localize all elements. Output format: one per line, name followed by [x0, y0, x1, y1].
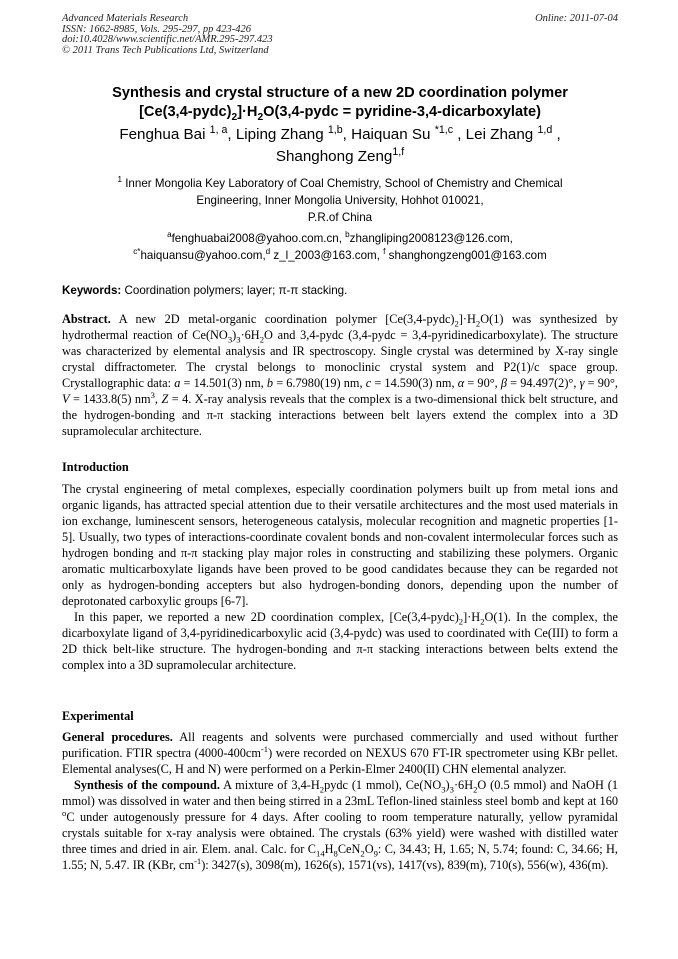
title-line-2: $[Ce(3,4-pydc)_2]\cdot H_2O(3,4$-pydc = pyridine-3,4-dicarboxylate) [139, 104, 541, 123]
doi-line: doi:10.4028/www.scientific.net/AMR.295-297.423 [62, 34, 273, 45]
author-line-1: Fenghua Bai $^{1, a}$, Liping Zhang $^{1,b}$, Haiquan Su $^{*1,c}$ , Lei Zhang $^{1,d}$ , [119, 123, 561, 143]
email-link[interactable]: haiquansu@yahoo.com, [140, 249, 266, 262]
abstract-label: Abstract. [62, 312, 111, 326]
email-link[interactable]: zhangliping2008123@126.com, [349, 232, 513, 245]
introduction-body [62, 481, 618, 673]
email-link[interactable]: fenghuabai2008@yahoo.com.cn, [171, 232, 346, 245]
paragraph: General procedures. All reagents and solvents were purchased commercially and used without further purification. FTIR spectra $(4000-400cm^{-1})$ were recorded on NEXUS 670 FT-IR spectrometer using KBr pellet. Elemental analyses(C, H and N) were performed on a Perkin-Elmer 2400(II) CHN elemental analyzer. [62, 730, 618, 776]
experimental-body [62, 729, 618, 873]
introduction-heading: Introduction [62, 460, 129, 474]
abstract: Abstract. A new 2D metal-organic coordination polymer $[Ce(3,4-pydc)_2]\cdot H_2O(1)$ was synthesized by hydrothermal reaction of $Ce(NO_3)_3\cdot 6H_2O$ and 3,4-pydc (3,4-pydc = 3,4-pyridinedicarboxylate). The structure was characterized by elemental analysis and IR spectroscopy. Single crystal was determined by X-ray single crystal diffractometer. The crystal belongs to monoclinic crystal system and P2(1)/c space group. Crystallographic data: a = 14.501(3) nm, b = 6.7980(19) nm, c = 14.590(3) nm, α = 90°, β = 94.497(2)°, γ = 90°, V = 1433.8(5) $nm^3$, Z = 4. X-ray analysis reveals that the complex is a two-dimensional thick belt structure, and the hydrogen-bonding and π-π stacking interactions between belt layers extend the complex into a 3D supramolecular architecture. [62, 312, 619, 438]
keywords-label: Keywords: [62, 284, 122, 297]
title-line-1: Synthesis and crystal structure of a new 2D coordination polymer [112, 85, 568, 101]
copyright-line: © 2011 Trans Tech Publications Ltd, Switzerland [62, 44, 269, 56]
experimental-heading: Experimental [62, 709, 134, 723]
email-link[interactable]: z_l_2003@163.com, [270, 249, 384, 262]
issn-line: ISSN: 1662-8985, Vols. 295-297, pp 423-426 [62, 23, 251, 35]
paragraph: In this paper, we reported a new 2D coordination complex, $[Ce(3,4-pydc)_2]\cdot H_2O(1)$. In the complex, the dicarboxylate ligand of 3,4-pyridinedicarboxylic acid (3,4-pydc) was used to coordinated with Ce(III) to form a 2D thick belt-like structure. The hydrogen-bonding and π-π stacking interactions between belts extend the complex into a 3D supramolecular architecture. [62, 610, 618, 672]
journal-name: Advanced Materials Research [62, 13, 189, 24]
keywords-text: Coordination polymers; layer; π-π stacking. [121, 284, 348, 297]
paragraph: Synthesis of the compound. A mixture of $3,4-H_2pydc$ (1 mmol), $Ce(NO_3)_3\cdot 6H_2O$ (0.5 mmol) and NaOH (1 mmol) was dissolved in water and then being stirred in a 23mL Teflon-lined stainless steel bomb and kept at 160 $^o$C under autogenously pressure for 4 days. After cooling to room temperature naturally, yellow pyramidal crystals suitable for x-ray analysis were obtained. The crystals (63% yield) were washed with distilled water three times and dried in air. Elem. anal. Calc. for $C_{14}H_8CeN_2O_9$: C, 34.43; H, 1.65; N, 5.74; found: C, 34.66; H, 1.55; N, 5.47. IR (KBr, $cm^{-1}$): 3427(s), 3098(m), 1626(s), 1571(vs), 1417(vs), 839(m), 710(s), 556(w), 436(m). [62, 778, 618, 872]
general-procedures-label: General procedures. [62, 730, 173, 744]
paper-title [62, 84, 618, 122]
affiliation: $^1$ Inner Mongolia Key Laboratory of Coal Chemistry, School of Chemistry and Chemical Engineering, Inner Mongolia University, Hohhot 010021, P.R.of China [117, 175, 563, 224]
synthesis-label: Synthesis of the compound. [74, 778, 220, 792]
journal-header [62, 14, 273, 56]
author-line-2: Shanghong Zeng$^{1,f}$ [275, 145, 405, 165]
keywords [62, 283, 618, 299]
email-link[interactable]: shanghongzeng001@163.com [385, 249, 547, 262]
paragraph: The crystal engineering of metal complexes, especially coordination polymers built up from metal ions and organic ligands, has attracted special attention due to their versatile architectures and the most used materials in ion exchange, luminescent sensors, heterogeneous catalysis, molecular recognition and magnetic properties [1-5]. Usually, two types of interactions-coordinate covalent bonds and non-covalent intermolecular forces such as hydrogen bonding and π-π stacking play major roles in constructing and stabilizing these polymers. Organic aromatic multicarboxylate ligands have been proved to be good candidates because they can be regarded not only as hydrogen-bonding accepters but also hydrogen-bonding donors, depending upon the number of deprotonated carboxylic groups [6-7]. [62, 482, 618, 608]
author-emails: $^a$fenghuabai2008@yahoo.com.cn, $^b$zhangliping2008123@126.com, $^{c*}$haiquansu@yahoo.com,$^d$ z_l_2003@163.com, $^f$ shanghongzeng001@163.com [133, 230, 547, 262]
author-list [62, 124, 618, 168]
online-date: Online: 2011-07-04 [535, 13, 618, 24]
